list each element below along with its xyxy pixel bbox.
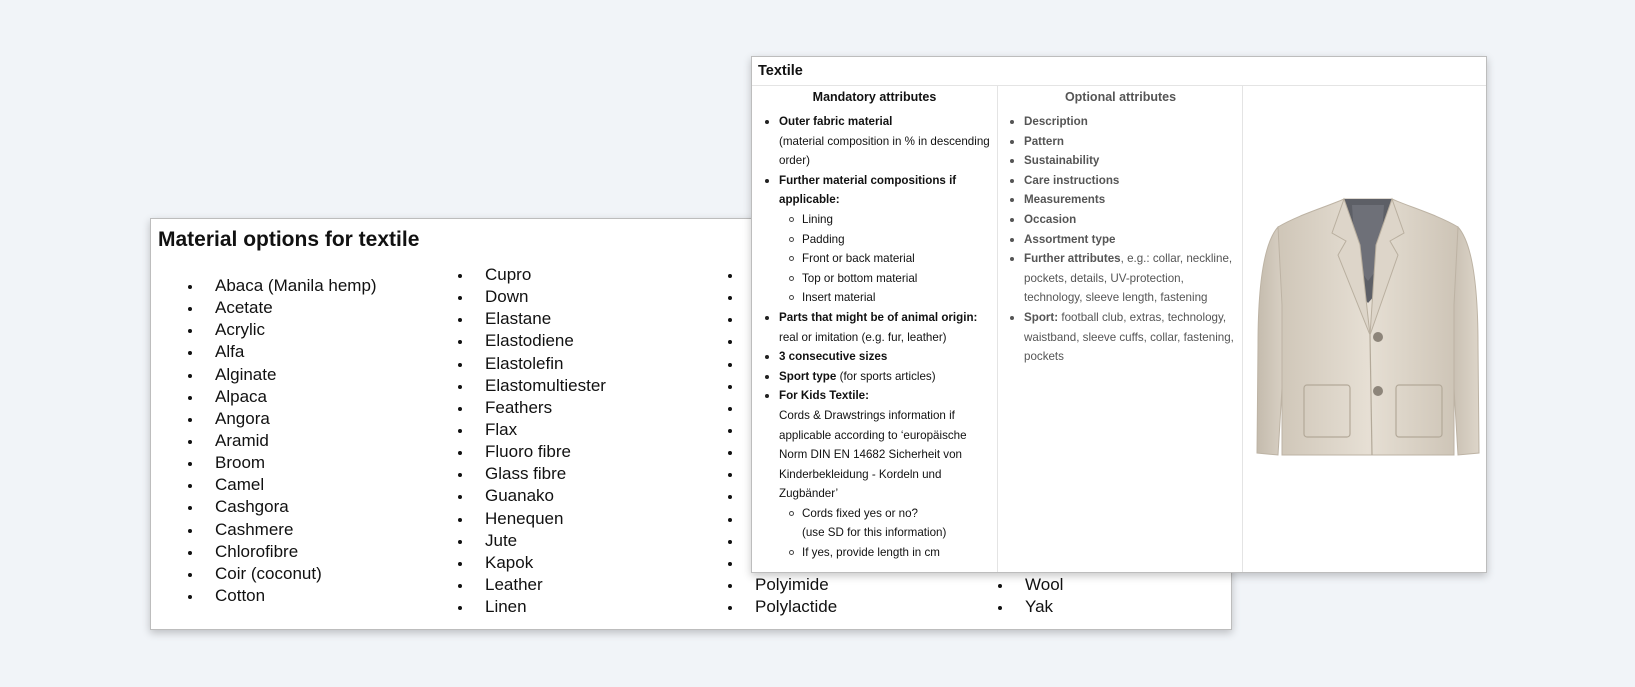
list-item: Polylactide	[755, 596, 837, 618]
further-attributes-note: , e.g.: collar, neckline, pockets, details, UV-protection, technology, sleeve length, fastening	[1024, 252, 1233, 305]
list-item: Alginate	[215, 364, 377, 386]
list-item	[779, 171, 997, 308]
list-item: Elastane	[485, 308, 606, 330]
sport-note: football club, extras, technology, waistband, sleeve cuffs, collar, fastening, pockets	[1024, 310, 1234, 364]
further-attributes-label: Further attributes	[1024, 252, 1121, 266]
list-item	[1024, 249, 1239, 308]
list-item: Fluoro fibre	[485, 441, 606, 463]
kids-textile-label: For Kids Textile:	[779, 389, 869, 403]
list-item: Flax	[485, 419, 606, 441]
list-item: Pattern	[1024, 132, 1239, 152]
material-options-title: Material options for textile	[158, 228, 420, 251]
textile-title: Textile	[758, 63, 803, 79]
list-item	[802, 504, 997, 543]
material-column-4	[1025, 574, 1063, 618]
optional-attributes-header: Optional attributes	[1064, 90, 1177, 104]
list-item: Description	[1024, 112, 1239, 132]
animal-origin-label: Parts that might be of animal origin:	[779, 310, 978, 324]
further-materials-sublist	[779, 210, 997, 308]
list-item: Abaca (Manila hemp)	[215, 275, 377, 297]
list-item: Sustainability	[1024, 151, 1239, 171]
list-item: Cashmere	[215, 519, 377, 541]
list-item: Alpaca	[215, 386, 377, 408]
list-item: Top or bottom material	[802, 269, 997, 289]
list-item: Padding	[802, 230, 997, 250]
list-item: Wool	[1025, 574, 1063, 596]
list-item: Elastomultiester	[485, 375, 606, 397]
column-divider-2	[1242, 85, 1243, 572]
list-item: Chlorofibre	[215, 541, 377, 563]
optional-attributes-list	[1024, 112, 1239, 367]
list-item: Cotton	[215, 585, 377, 607]
further-materials-label: Further material compositions if applicable:	[779, 173, 957, 207]
list-item: Polyimide	[755, 574, 837, 596]
list-item: Acetate	[215, 297, 377, 319]
list-item: Coir (coconut)	[215, 563, 377, 585]
list-item	[1024, 308, 1239, 367]
list-item: Jute	[485, 530, 606, 552]
mandatory-attributes-list	[779, 112, 997, 563]
list-item: Cashgora	[215, 496, 377, 518]
kids-textile-note: Cords & Drawstrings information if applicable according to ‘europäische Norm DIN EN 14682 Sicherheit von Kinderbekleidung - Kordeln und Zugbänder’	[779, 408, 967, 501]
cords-question: Cords fixed yes or no?	[802, 506, 918, 520]
list-item	[779, 308, 997, 347]
list-item: Leather	[485, 574, 606, 596]
material-column-1	[215, 275, 377, 607]
sport-type-label: Sport type	[779, 369, 837, 383]
cords-length: If yes, provide length in cm	[802, 546, 940, 560]
list-item	[802, 543, 997, 563]
outer-fabric-label: Outer fabric material	[779, 115, 893, 128]
cords-sublist	[779, 504, 997, 563]
list-item: Alfa	[215, 341, 377, 363]
list-item: Angora	[215, 408, 377, 430]
textile-attributes-card	[751, 56, 1487, 573]
sport-type-note: (for sports articles)	[839, 369, 936, 383]
list-item: Camel	[215, 474, 377, 496]
list-item: Aramid	[215, 430, 377, 452]
list-item: Down	[485, 286, 606, 308]
list-item: Elastodiene	[485, 330, 606, 352]
header-divider	[752, 85, 1486, 86]
blazer-product-image	[1248, 185, 1487, 467]
material-column-2	[485, 264, 606, 618]
list-item: Cupro	[485, 264, 606, 286]
list-item: Broom	[215, 452, 377, 474]
list-item	[779, 347, 997, 367]
cords-note: (use SD for this information)	[802, 526, 947, 540]
list-item	[779, 367, 997, 387]
list-item	[779, 386, 997, 562]
mandatory-attributes-header: Mandatory attributes	[812, 90, 937, 104]
list-item: Glass fibre	[485, 463, 606, 485]
list-item: Acrylic	[215, 319, 377, 341]
animal-origin-note: real or imitation (e.g. fur, leather)	[779, 330, 947, 344]
list-item: Care instructions	[1024, 171, 1239, 191]
list-item	[779, 112, 997, 171]
list-item: Elastolefin	[485, 353, 606, 375]
list-item: Guanako	[485, 485, 606, 507]
list-item: Assortment type	[1024, 230, 1239, 250]
list-item: Henequen	[485, 508, 606, 530]
list-item: Front or back material	[802, 249, 997, 269]
list-item: Measurements	[1024, 190, 1239, 210]
list-item: Lining	[802, 210, 997, 230]
list-item: Occasion	[1024, 210, 1239, 230]
column-divider-1	[997, 85, 998, 572]
list-item: Feathers	[485, 397, 606, 419]
sizes-label: 3 consecutive sizes	[779, 350, 888, 364]
list-item: Yak	[1025, 596, 1063, 618]
outer-fabric-note: (material composition in % in descending order)	[779, 134, 990, 168]
list-item: Insert material	[802, 288, 997, 308]
list-item: Linen	[485, 596, 606, 618]
sport-label: Sport:	[1024, 310, 1059, 324]
list-item: Kapok	[485, 552, 606, 574]
